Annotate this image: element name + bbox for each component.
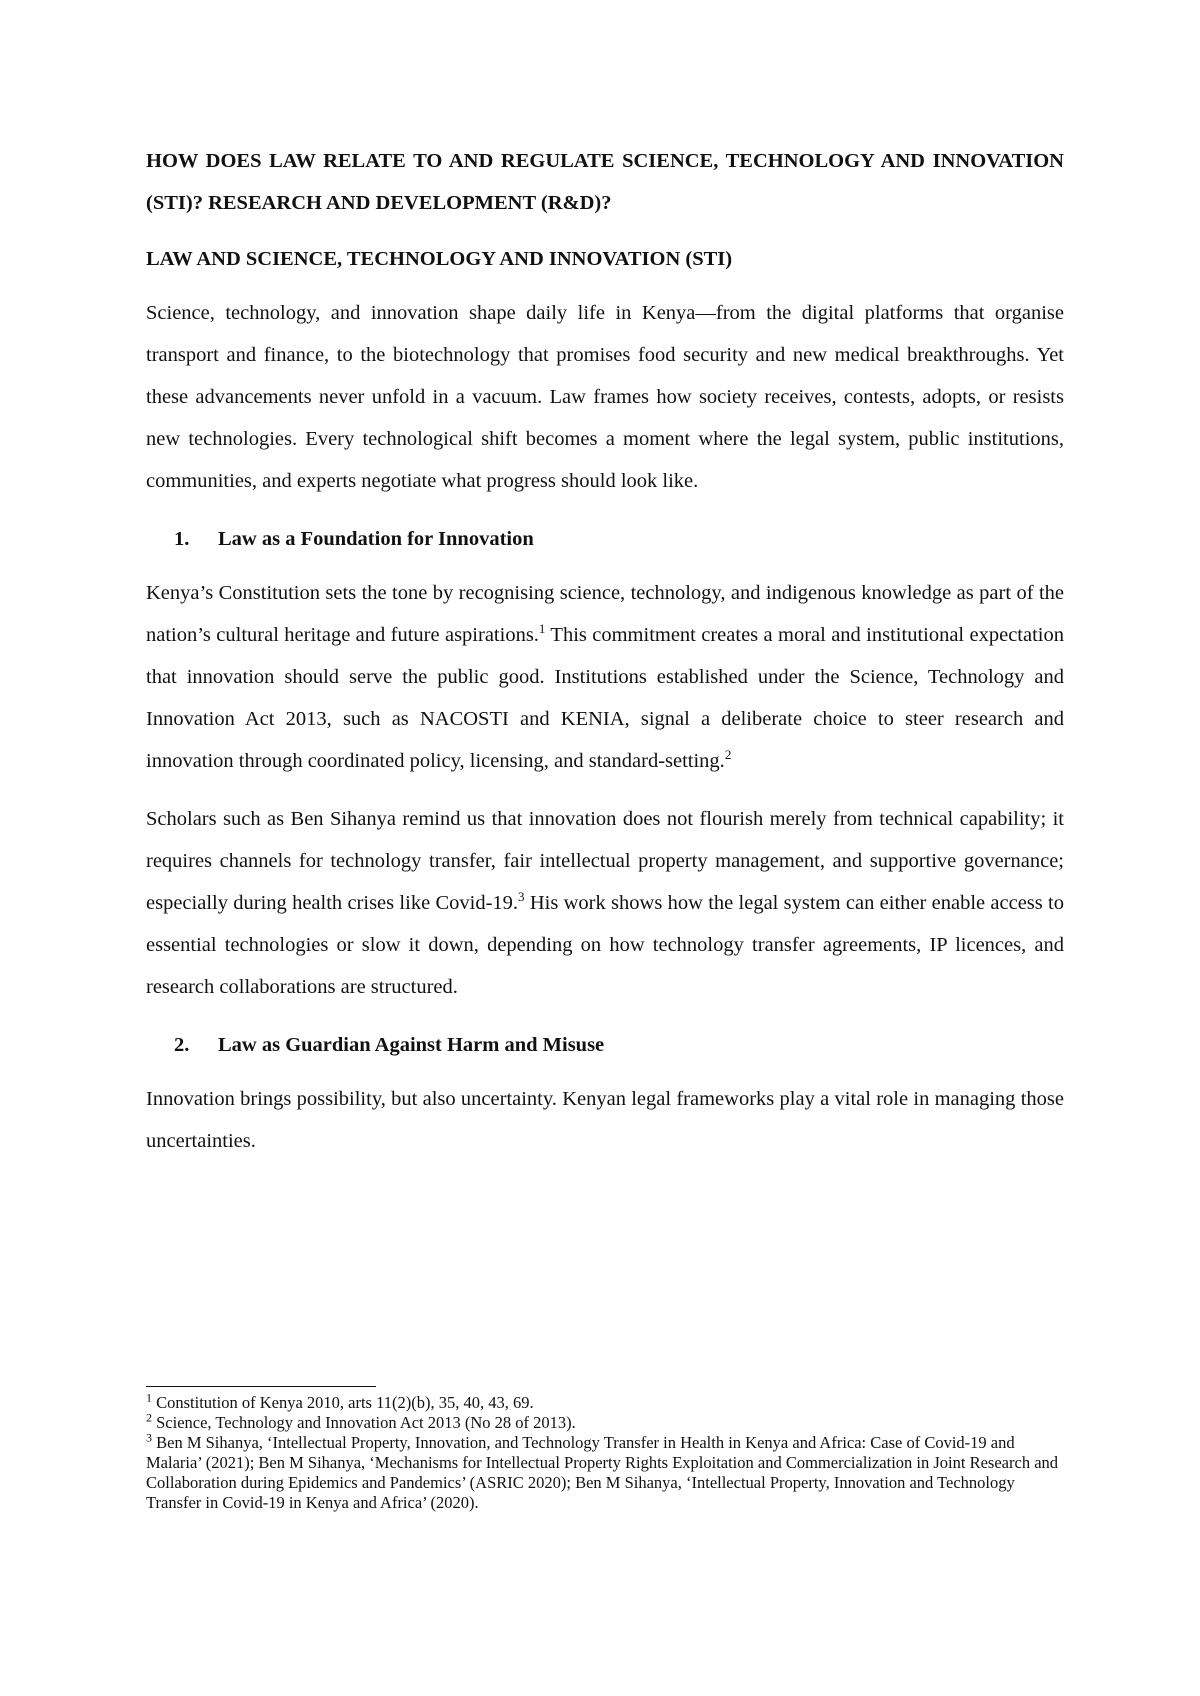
footnote-ref-1[interactable]: 1 — [538, 621, 546, 637]
section2-number: 2. — [174, 1034, 190, 1056]
section1-paragraph-2 — [146, 798, 1064, 1008]
footnote-marker-1: 1 — [146, 1390, 152, 1405]
footnote-marker-3: 3 — [146, 1430, 152, 1445]
footnote-text-2: Science, Technology and Innovation Act 2013 (No 28 of 2013). — [152, 1413, 576, 1432]
footnote-text-3: Ben M Sihanya, ‘Intellectual Property, Innovation, and Technology Transfer in Health in Kenya and Africa: Case of Covid-19 and Malaria’ (2021); Ben M Sihanya, ‘Mechanisms for Intellectual Property Rights Exploitation and Commercialization in Joint Research and Collaboration during Epidemics and Pandemics’ (ASRIC 2020); Ben M Sihanya, ‘Intellectual Property, Innovation and Technology Transfer in Covid-19 in Kenya and Africa’ (2020). — [146, 1433, 1059, 1512]
section1-para2-text-b: His work shows how the legal system can either enable access to essential technologies or slow it down, depending on how technology transfer agreements, IP licences, and research collaborations are structured. — [146, 892, 1065, 998]
section-heading: LAW AND SCIENCE, TECHNOLOGY AND INNOVATION (STI) — [146, 248, 733, 270]
section1-para1-text-b: This commitment creates a moral and institutional expectation that innovation should serve the public good. Institutions established under the Science, Technology and Innovation Act 2013, such as NACOSTI and KENIA, signal a deliberate choice to steer research and innovation through coordinated policy, licensing, and standard-setting. — [146, 624, 1064, 772]
footnotes — [146, 1386, 1064, 1513]
footnote-ref-3[interactable]: 3 — [518, 889, 525, 905]
footnote-text-1: Constitution of Kenya 2010, arts 11(2)(b), 35, 40, 43, 69. — [152, 1393, 534, 1412]
footnote-marker-2: 2 — [146, 1410, 152, 1425]
section1-paragraph-1 — [146, 572, 1064, 782]
section1-heading — [146, 518, 1064, 560]
section1-heading-text: Law as a Foundation for Innovation — [218, 528, 534, 550]
footnote-separator — [146, 1386, 376, 1387]
document-title: HOW DOES LAW RELATE TO AND REGULATE SCIENCE, TECHNOLOGY AND INNOVATION (STI)? RESEARCH AND DEVELOPMENT (R&D)? — [146, 150, 1064, 214]
footnote-1 — [146, 1390, 1064, 1413]
section1-para2-text-a: Scholars such as Ben Sihanya remind us that innovation does not flourish merely from technical capability; it requires channels for technology transfer, fair intellectual property management, and supportive governance; especially during health crises like Covid-19. — [146, 808, 1064, 914]
document-page — [146, 140, 1064, 1178]
footnote-ref-2[interactable]: 2 — [724, 747, 732, 763]
section1-para1-text-a: Kenya’s Constitution sets the tone by recognising science, technology, and indigenous knowledge as part of the nation’s cultural heritage and future aspirations. — [146, 582, 1064, 646]
section2-paragraph-1: Innovation brings possibility, but also uncertainty. Kenyan legal frameworks play a vital role in managing those uncertainties. — [146, 1088, 1064, 1152]
intro-paragraph: Science, technology, and innovation shape daily life in Kenya—from the digital platforms that organise transport and finance, to the biotechnology that promises food security and new medical breakthroughs. Yet these advancements never unfold in a vacuum. Law frames how society receives, contests, adopts, or resists new technologies. Every technological shift becomes a moment where the legal system, public institutions, communities, and experts negotiate what progress should look like. — [146, 302, 1064, 492]
section1-number: 1. — [174, 528, 190, 550]
section2-heading-text: Law as Guardian Against Harm and Misuse — [218, 1034, 605, 1056]
footnote-2 — [146, 1410, 1064, 1433]
footnote-3 — [146, 1430, 1064, 1513]
section2-heading — [146, 1024, 1064, 1066]
